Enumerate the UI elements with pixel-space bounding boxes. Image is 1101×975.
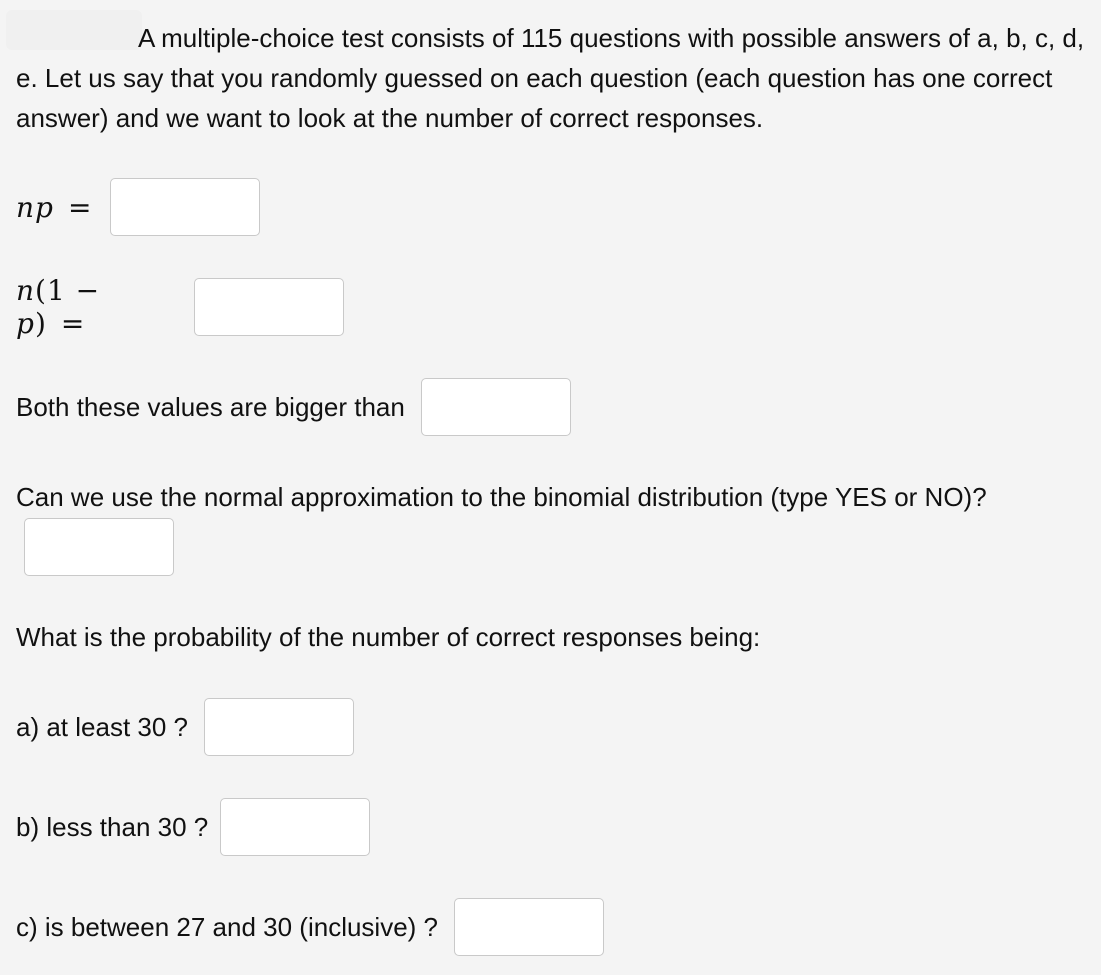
normal-approx-question: Can we use the normal approximation to the binomial distribution (type YES or NO)? [16, 482, 987, 512]
prob-a-input[interactable] [204, 698, 354, 756]
prob-c-input[interactable] [454, 898, 604, 956]
nq-label-close: ) [34, 307, 47, 340]
nq-label-p: p [16, 307, 35, 340]
prob-a-row [16, 697, 354, 757]
bigger-than-row [16, 377, 571, 437]
bigger-than-label: Both these values are bigger than [16, 391, 405, 422]
np-label-eq: = [67, 190, 93, 224]
normal-approx-input[interactable] [24, 518, 174, 576]
nq-label [16, 274, 178, 340]
nq-label-eq: = [60, 307, 86, 340]
nq-label-n: n [16, 274, 36, 307]
prob-c-row [16, 897, 604, 957]
np-label [16, 191, 94, 224]
np-label-var: np [16, 190, 54, 224]
prob-b-input[interactable] [220, 798, 370, 856]
normal-approx-row [16, 517, 174, 577]
question-intro: A multiple-choice test consists of 115 questions with possible answers of a, b, c, d, e. Let us say that you randomly guessed on each question (each question has one correct answer) and we want to look at the number of correct responses. [16, 23, 1085, 133]
prob-c-label: c) is between 27 and 30 (inclusive) ? [16, 911, 439, 942]
prob-b-row [16, 797, 370, 857]
nq-input[interactable] [194, 278, 344, 336]
np-input[interactable] [110, 178, 260, 236]
nq-row [16, 274, 344, 340]
nq-label-paren: (1 − [35, 274, 101, 307]
np-row [16, 177, 260, 237]
prob-a-label: a) at least 30 ? [16, 711, 188, 742]
bigger-than-input[interactable] [421, 378, 571, 436]
prob-b-label: b) less than 30 ? [16, 811, 209, 842]
probability-prompt: What is the probability of the number of correct responses being: [16, 622, 761, 652]
